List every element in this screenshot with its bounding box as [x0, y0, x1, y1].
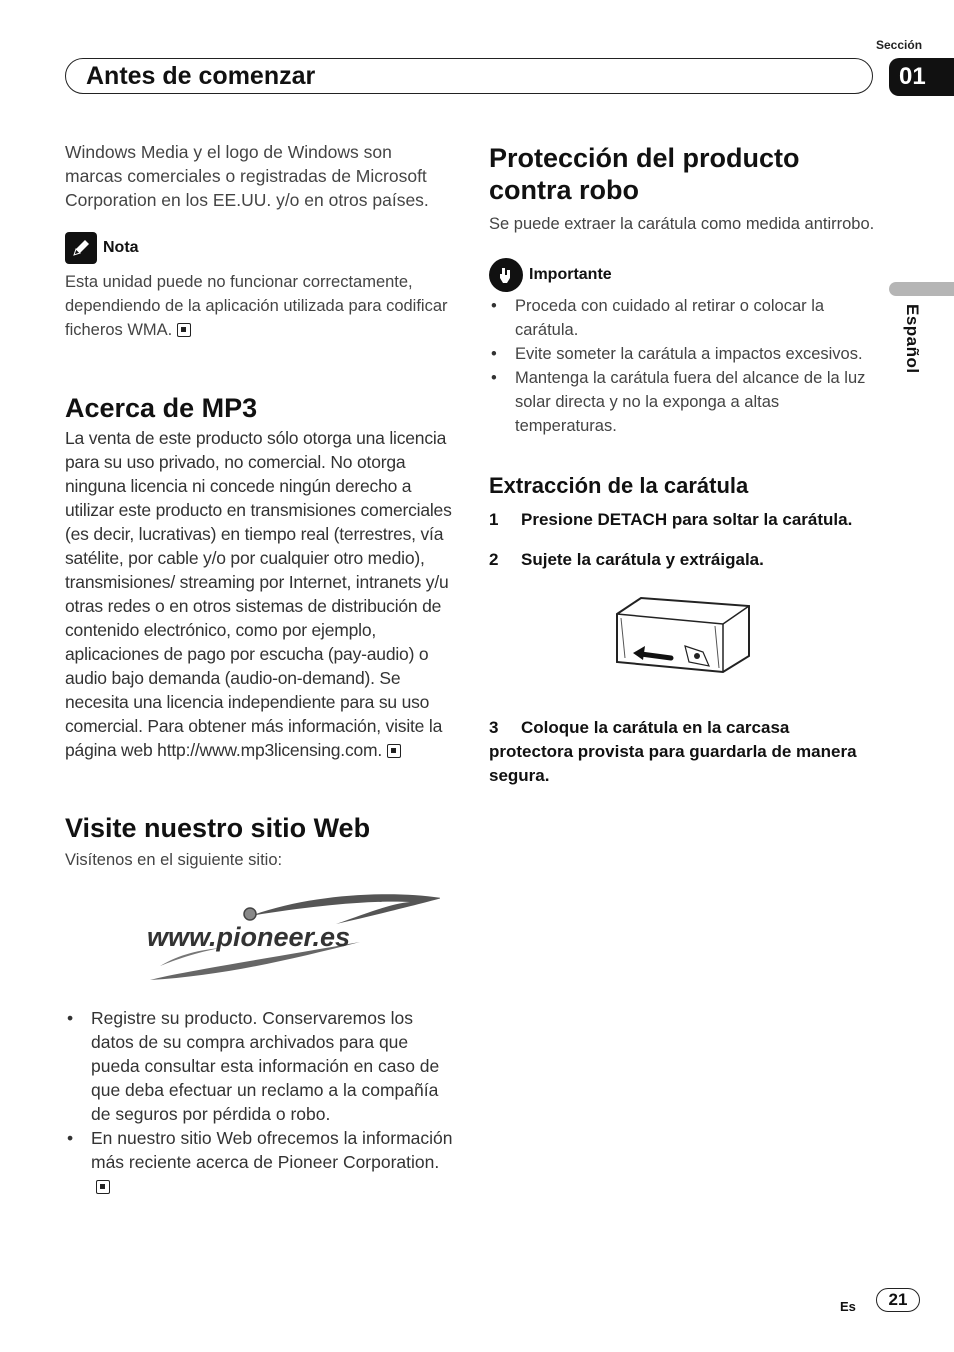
pioneer-logo-text: www.pioneer.es: [147, 922, 351, 952]
trademark-paragraph: Windows Media y el logo de Windows son marcas comerciales o registradas de Microsoft Corporation en los EE.UU. y/o en otros países.: [65, 142, 429, 210]
right-column: [489, 140, 877, 788]
step-2: 2 Sujete la carátula y extráigala.: [489, 550, 764, 569]
list-item: • Proceda con cuidado al retirar o colocar la carátula.: [489, 294, 877, 342]
faceplate-illustration: [489, 590, 877, 696]
important-header: [489, 258, 877, 292]
end-mark-icon: [177, 323, 191, 337]
important-bullets: [489, 294, 877, 438]
website-heading: Visite nuestro sitio Web: [65, 813, 371, 843]
protection-heading: Protección del producto contra robo: [489, 143, 800, 205]
language-tab: [889, 282, 954, 296]
website-intro: Visítenos en el siguiente sitio:: [65, 851, 283, 869]
hand-icon: [489, 258, 523, 292]
left-column: [65, 140, 453, 1198]
section-number-badge: 01: [889, 58, 954, 96]
extraction-heading: Extracción de la carátula: [489, 473, 749, 498]
note-header: [65, 232, 453, 264]
section-label: Sección: [876, 38, 923, 52]
important-label: Importante: [529, 266, 612, 283]
list-item: • Registre su producto. Conservaremos los datos de su compra archivados para que pueda consultar esta información en caso de que deba efectuar un reclamo a la compañía de seguros por pérdida o robo.: [65, 1006, 453, 1126]
language-label: Español: [903, 304, 922, 374]
list-item: • Evite someter la carátula a impactos excesivos.: [489, 342, 877, 366]
protection-intro: Se puede extraer la carátula como medida antirrobo.: [489, 215, 875, 233]
pioneer-logo[interactable]: [65, 880, 453, 992]
pencil-icon: [65, 232, 97, 264]
website-bullets: [65, 1006, 453, 1198]
page-title: Antes de comenzar: [86, 62, 316, 90]
step-3: 3 Coloque la carátula en la carcasa protectora provista para guardarla de manera segura.: [489, 718, 857, 785]
mp3-heading: Acerca de MP3: [65, 393, 258, 423]
list-item: • En nuestro sitio Web ofrecemos la información más reciente acerca de Pioneer Corporation.: [65, 1126, 453, 1198]
end-mark-icon: [96, 1180, 110, 1194]
list-item: • Mantenga la carátula fuera del alcance de la luz solar directa y no la exponga a altas temperaturas.: [489, 366, 877, 438]
page-number: 21: [876, 1288, 920, 1312]
footer-language-code: Es: [840, 1299, 856, 1314]
mp3-text: La venta de este producto sólo otorga una licencia para su uso privado, no comercial. No otorga ninguna licencia ni concede ningún derecho a utilizar este producto en transmisiones comerciales (es decir, lucrativas) en tiempo real (terrestres, vía satélite, por cable y/o por cualquier otro medio), transmisiones/ streaming por Internet, intranets y/u otras redes o en otros sistemas de distribución de contenido electrónico, como por ejemplo, aplicaciones de pago por escucha (pay-audio) o audio bajo demanda (audio-on-demand). Se necesita una licencia independiente para su uso comercial. Para obtener más información, visite la página web http://www.mp3licensing.com.: [65, 428, 452, 760]
note-label: Nota: [103, 239, 139, 256]
end-mark-icon: [387, 744, 401, 758]
step-1: 1 Presione DETACH para soltar la carátula.: [489, 510, 853, 529]
note-text: Esta unidad puede no funcionar correctamente, dependiendo de la aplicación utilizada para codificar ficheros WMA.: [65, 273, 448, 339]
